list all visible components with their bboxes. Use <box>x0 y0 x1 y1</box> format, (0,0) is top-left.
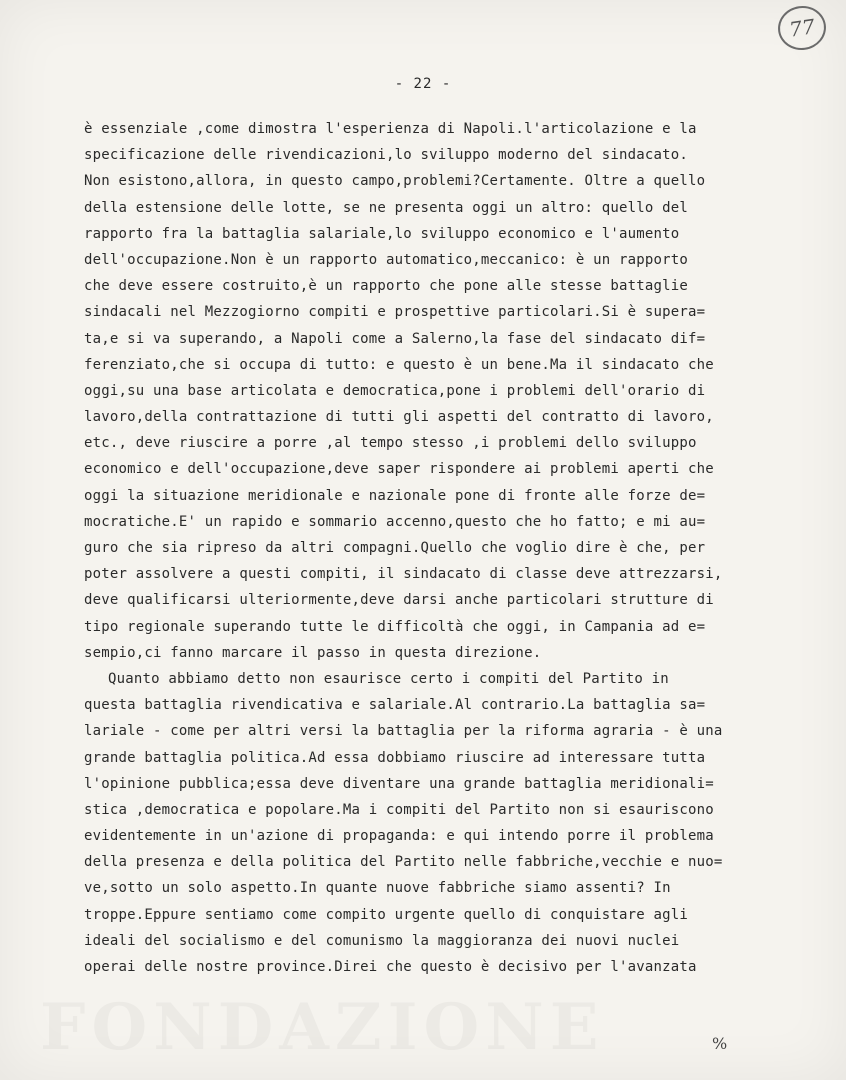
text-line: della presenza e della politica del Partito nelle fabbriche,vecchie e nuo= <box>84 854 723 871</box>
text-line: deve qualificarsi ulteriormente,deve darsi anche particolari strutture di <box>84 592 714 609</box>
archive-watermark <box>40 990 605 1065</box>
text-line: guro che sia ripreso da altri compagni.Quello che voglio dire è che, per <box>84 540 706 556</box>
text-line: grande battaglia politica.Ad essa dobbiamo riuscire ad interessare tutta <box>84 749 706 766</box>
text-line: specificazione delle rivendicazioni,lo sviluppo moderno del sindacato. <box>84 147 689 164</box>
text-line: lavoro,della contrattazione di tutti gli aspetti del contratto di lavoro, <box>84 409 714 426</box>
text-line: è essenziale ,come dimostra l'esperienza di Napoli.l'articolazione e la <box>84 121 697 137</box>
text-line: lariale - come per altri versi la battaglia per la riforma agraria - è una <box>84 723 723 740</box>
text-line: dell'occupazione.Non è un rapporto automatico,meccanico: è un rapporto <box>84 251 689 268</box>
text-line: l'opinione pubblica;essa deve diventare una grande battaglia meridionali= <box>84 775 714 792</box>
text-line: etc., deve riuscire a porre ,al tempo stesso ,i problemi dello sviluppo <box>84 435 697 452</box>
text-line: oggi la situazione meridionale e nazionale pone di fronte alle forze de= <box>84 487 706 504</box>
text-line: stica ,democratica e popolare.Ma i compiti del Partito non si esauriscono <box>84 801 714 818</box>
text-line: ta,e si va superando, a Napoli come a Salerno,la fase del sindacato dif= <box>84 330 706 347</box>
text-line: troppe.Eppure sentiamo come compito urgente quello di conquistare agli <box>84 906 689 923</box>
text-line: Non esistono,allora, in questo campo,problemi?Certamente. Oltre a quello <box>84 173 706 190</box>
text-line: rapporto fra la battaglia salariale,lo sviluppo economico e l'aumento <box>84 225 680 242</box>
text-line: poter assolvere a questi compiti, il sindacato di classe deve attrezzarsi, <box>84 566 723 583</box>
text-line: Quanto abbiamo detto non esaurisce certo i compiti del Partito in <box>108 670 669 687</box>
text-line: evidentemente in un'azione di propaganda: e qui intendo porre il problema <box>84 828 714 845</box>
text-line: tipo regionale superando tutte le difficoltà che oggi, in Campania ad e= <box>84 618 706 635</box>
text-line: sindacali nel Mezzogiorno compiti e prospettive particolari.Si è supera= <box>84 304 706 321</box>
text-line: questa battaglia rivendicativa e salariale.Al contrario.La battaglia sa= <box>84 697 706 714</box>
text-line: ferenziato,che si occupa di tutto: e questo è un bene.Ma il sindacato che <box>84 356 714 373</box>
text-line: ideali del socialismo e del comunismo la maggioranza dei nuovi nuclei <box>84 932 680 949</box>
page-continuation-mark: % <box>712 1034 728 1053</box>
archive-page-stamp: 77 <box>775 3 829 53</box>
text-line: ve,sotto un solo aspetto.In quante nuove fabbriche siamo assenti? In <box>84 880 671 897</box>
page-number: - 22 - <box>394 76 452 92</box>
text-line: mocratiche.E' un rapido e sommario accenno,questo che ho fatto; e mi au= <box>84 513 706 530</box>
body-text <box>84 116 784 980</box>
text-line: economico e dell'occupazione,deve saper rispondere ai problemi aperti che <box>84 461 714 478</box>
text-line: sempio,ci fanno marcare il passo in questa direzione. <box>84 644 542 661</box>
text-line: operai delle nostre province.Direi che questo è decisivo per l'avanzata <box>84 959 697 975</box>
text-line: che deve essere costruito,è un rapporto che pone alle stesse battaglie <box>84 278 689 295</box>
text-line: della estensione delle lotte, se ne presenta oggi un altro: quello del <box>84 199 689 216</box>
text-line: oggi,su una base articolata e democratica,pone i problemi dell'orario di <box>84 382 706 399</box>
